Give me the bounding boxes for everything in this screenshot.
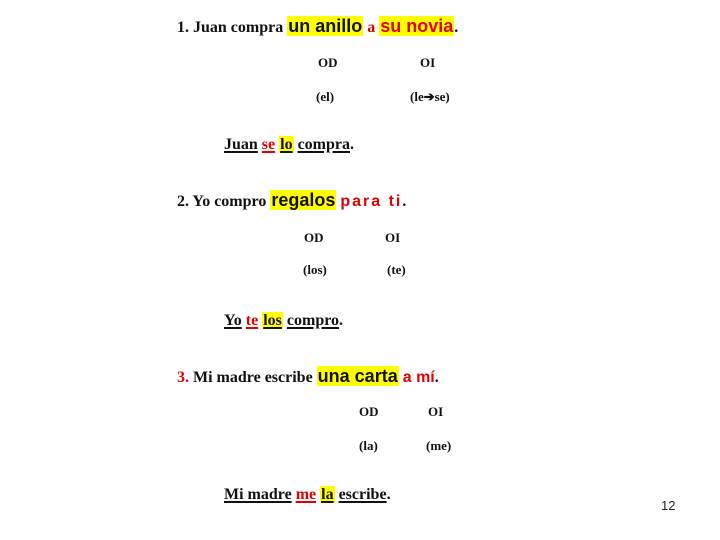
sentence-period: . xyxy=(402,193,407,210)
indirect-object-text: a mí xyxy=(402,369,435,386)
example-2-rewrite xyxy=(224,312,343,330)
preposition: a xyxy=(367,19,376,36)
indirect-object-text: para ti xyxy=(340,193,403,210)
rewrite-verb: compra xyxy=(297,136,351,153)
rewrite-subject: Yo xyxy=(224,312,242,329)
oi-label: OI xyxy=(420,55,436,70)
od-label: OD xyxy=(304,230,324,245)
od-label: OD xyxy=(318,55,338,70)
rewrite-oi-pronoun: te xyxy=(245,312,259,329)
rewrite-period: . xyxy=(339,312,344,329)
example-number: 1. xyxy=(177,19,189,36)
example-2-sentence xyxy=(177,190,406,211)
od-label: OD xyxy=(359,404,379,419)
rewrite-od-pronoun: los xyxy=(263,312,282,329)
sentence-text: Yo compro xyxy=(192,193,267,210)
example-number: 2. xyxy=(177,193,189,210)
oi-label: OI xyxy=(385,230,401,245)
rewrite-subject: Mi madre xyxy=(224,486,292,503)
rewrite-subject: Juan xyxy=(224,136,258,153)
rewrite-verb: compro xyxy=(286,312,340,329)
oi-pronoun: (le➔se) xyxy=(410,89,450,104)
rewrite-period: . xyxy=(386,486,391,503)
rewrite-period: . xyxy=(350,136,355,153)
oi-pronoun: (te) xyxy=(387,262,406,277)
direct-object-highlight: regalos xyxy=(271,190,336,210)
od-pronoun: (la) xyxy=(359,438,378,453)
rewrite-od-pronoun: la xyxy=(321,486,334,503)
oi-label: OI xyxy=(428,404,444,419)
rewrite-oi-pronoun: me xyxy=(295,486,317,503)
od-pronoun: (los) xyxy=(303,262,327,277)
rewrite-od-pronoun: lo xyxy=(280,136,293,153)
example-1-rewrite xyxy=(224,136,354,154)
oi-pronoun: (me) xyxy=(426,438,452,453)
example-1-sentence xyxy=(177,16,458,37)
sentence-period: . xyxy=(434,369,439,386)
rewrite-verb: escribe xyxy=(338,486,387,503)
sentence-period: . xyxy=(454,19,459,36)
page-number: 12 xyxy=(661,498,676,513)
direct-object-highlight: un anillo xyxy=(288,16,363,36)
indirect-object-highlight: su novia xyxy=(380,16,454,36)
od-pronoun: (el) xyxy=(316,89,335,104)
example-3-rewrite xyxy=(224,486,391,504)
example-number: 3. xyxy=(177,369,189,386)
direct-object-highlight: una carta xyxy=(317,366,398,386)
rewrite-oi-pronoun: se xyxy=(261,136,276,153)
sentence-text: Mi madre escribe xyxy=(193,369,313,386)
sentence-text: Juan compra xyxy=(193,19,284,36)
example-3-sentence xyxy=(177,366,439,387)
